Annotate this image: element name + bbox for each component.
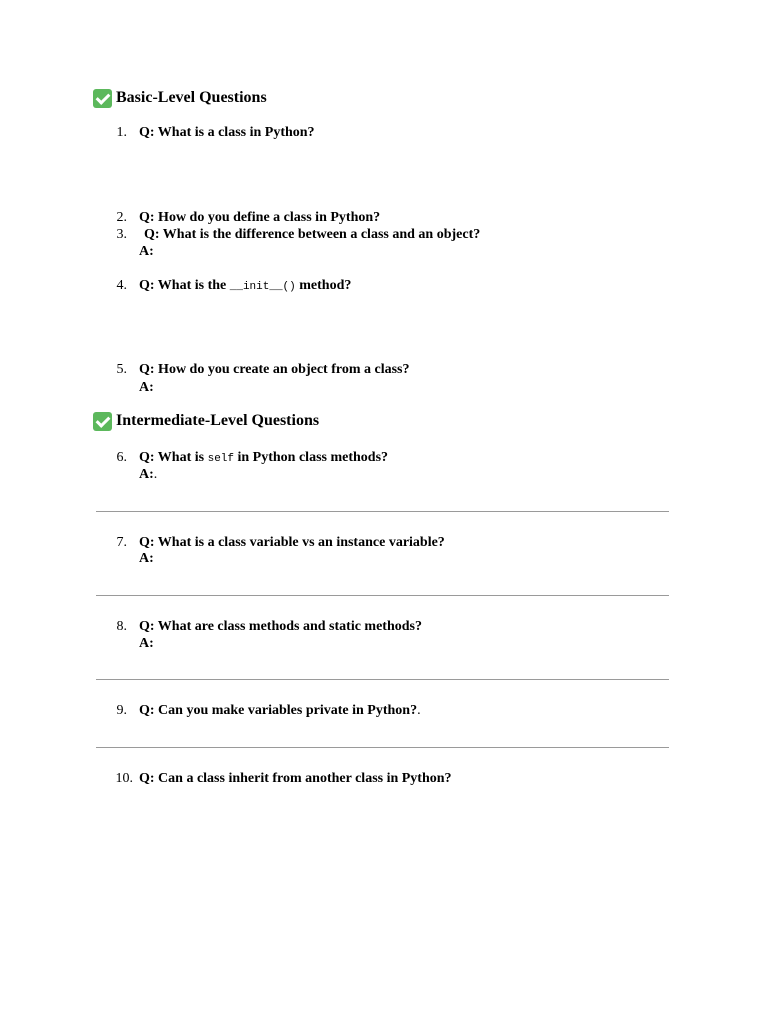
checkmark-icon xyxy=(93,89,112,108)
question-text: Q: What is a class in Python? xyxy=(139,125,315,140)
question-number: 7. xyxy=(116,535,127,550)
question-text-pre: Q: What is xyxy=(139,450,208,465)
divider xyxy=(96,511,669,512)
question-number: 9. xyxy=(116,703,127,718)
basic-level-heading-text: Basic-Level Questions xyxy=(116,89,267,106)
answer-7: A: xyxy=(139,551,154,566)
question-text: Q: How do you define a class in Python? xyxy=(139,210,381,225)
answer-8: A: xyxy=(139,636,154,651)
divider xyxy=(96,679,669,680)
divider xyxy=(96,747,669,748)
divider xyxy=(96,595,669,596)
basic-level-heading xyxy=(93,88,267,108)
question-number: 1. xyxy=(116,125,127,140)
question-text: Q: What is the difference between a class and an object? xyxy=(144,227,481,242)
question-text-pre: Q: What is the xyxy=(139,278,230,293)
question-text: Q: What are class methods and static methods? xyxy=(139,619,422,634)
question-text: Q: What is a class variable vs an instance variable? xyxy=(139,535,445,550)
answer-label: A: xyxy=(139,467,154,482)
self-code: self xyxy=(207,453,234,465)
question-number: 2. xyxy=(116,210,127,225)
question-text: Q: Can a class inherit from another class in Python? xyxy=(139,771,452,786)
question-text xyxy=(139,702,421,719)
question-number: 8. xyxy=(116,619,127,634)
question-number: 3. xyxy=(116,227,127,242)
question-number: 6. xyxy=(116,450,127,465)
answer-trail: . xyxy=(153,467,158,482)
question-trail: . xyxy=(417,703,421,718)
answer-5: A: xyxy=(139,380,154,395)
intermediate-level-heading-text: Intermediate-Level Questions xyxy=(116,412,320,429)
question-number: 5. xyxy=(116,362,127,377)
intermediate-level-heading xyxy=(93,411,319,431)
question-text-main: Q: Can you make variables private in Python? xyxy=(139,703,418,718)
question-text xyxy=(139,449,388,468)
question-number: 4. xyxy=(116,278,127,293)
question-text-post: in Python class methods? xyxy=(234,450,389,465)
question-text xyxy=(139,277,351,296)
question-text: Q: How do you create an object from a class? xyxy=(139,362,410,377)
answer-3: A: xyxy=(139,244,154,259)
init-code: __init__() xyxy=(229,281,296,293)
checkmark-icon xyxy=(93,412,112,431)
question-number: 10. xyxy=(115,771,133,786)
answer-6 xyxy=(139,466,157,483)
question-text-post: method? xyxy=(295,278,352,293)
